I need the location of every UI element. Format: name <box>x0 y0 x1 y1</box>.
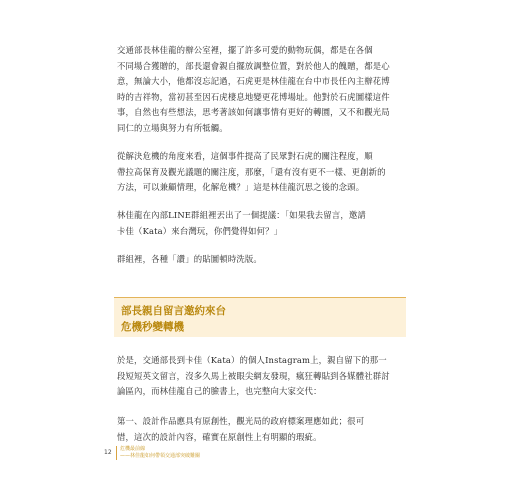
section-heading <box>114 297 406 337</box>
running-head-title: 危機最前線 <box>120 446 146 452</box>
text-line: 方法，可以兼顧情理，化解危機？」這是林佳龍沉思之後的念頭。 <box>117 182 365 193</box>
running-head-subtitle: ——林佳龍如何帶領交通部突破難關 <box>120 453 201 459</box>
text-line: 意，無論大小，他都沒忘記過，石虎更是林佳龍在台中市長任內主辦花博 <box>117 76 390 87</box>
text-line: 帶拉高保育及觀光議題的關注度，那麼，「還有沒有更不一樣、更創新的 <box>117 166 386 177</box>
text-line: 惜，這次的設計內容，確實在原創性上有明顯的瑕疵。 <box>117 431 322 442</box>
paragraph-5 <box>117 353 401 400</box>
text-line: 群組裡，各種「讚」的貼圖頓時洗版。 <box>117 254 262 264</box>
paragraph-1 <box>117 43 401 137</box>
text-line: 段短短英文留言，沒多久馬上被眼尖網友發現，瘋狂轉貼到各媒體社群討 <box>117 370 390 381</box>
paragraph-4 <box>117 252 401 268</box>
running-head <box>120 446 200 460</box>
section-heading-line-2: 危機秒變轉機 <box>121 321 184 333</box>
running-head-rule <box>116 446 117 460</box>
text-line: 交通部長林佳龍的辦公室裡，擺了許多可愛的動物玩偶，都是在各個 <box>117 45 373 55</box>
text-line: 不同場合獲贈的，部長還會親自擺放調整位置，對於他人的餽贈，都是心 <box>117 60 390 71</box>
text-line: 事，自然也有些想法，思考著該如何讓事情有更好的轉圜，又不和觀光局 <box>117 107 390 118</box>
text-line: 同仁的立場與努力有所牴觸。 <box>117 122 228 133</box>
text-line: 時的吉祥物，當初甚至因石虎棲息地變更花博場址。他對於石虎圖樣這件 <box>117 91 390 102</box>
text-line: 於是，交通部長到卡佳（Kata）的個人Instagram上，親自留下的那一 <box>117 355 387 365</box>
text-line: 林佳龍在內部LINE群組裡丟出了一個提議：「如果我去留言，邀請 <box>117 210 366 220</box>
text-line: 論區內，而林佳龍自己的臉書上，也完整向大家交代： <box>117 386 322 397</box>
text-line: 第一、設計作品應具有原創性，觀光局的政府標案理應如此；很可 <box>117 416 365 426</box>
text-line: 從解決危機的角度來看，這個事件提高了民眾對石虎的關注程度，順 <box>117 151 373 161</box>
page-number: 12 <box>104 449 112 456</box>
paragraph-3 <box>117 208 401 239</box>
paragraph-6 <box>117 414 401 445</box>
text-line: 卡佳（Kata）來台灣玩，你們覺得如何？」 <box>117 225 283 236</box>
section-heading-line-1: 部長親自留言邀約來台 <box>121 305 226 317</box>
paragraph-2 <box>117 149 401 196</box>
